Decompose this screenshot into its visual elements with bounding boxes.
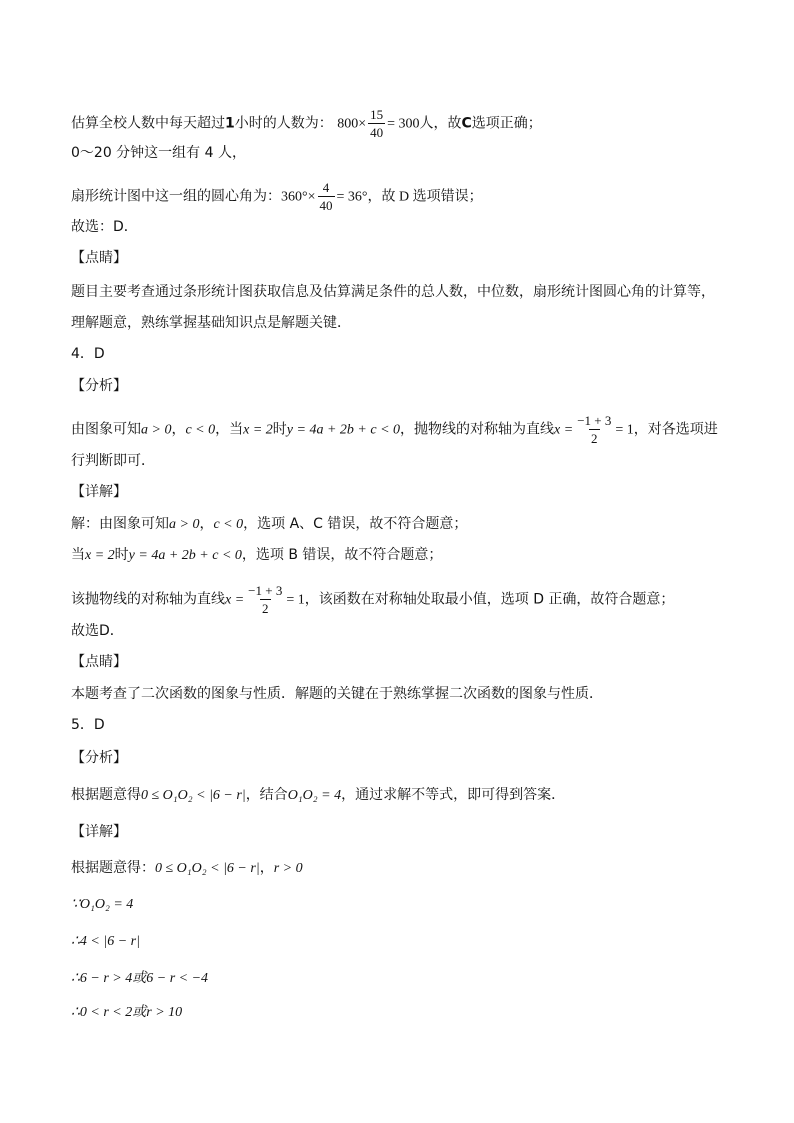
solution-line: 扇形统计图中这一组的圆心角为：360°× $\frac{4}{40}$ = 36°，故 D 选项错误； — [71, 180, 483, 213]
section-heading: 【分析】 — [71, 378, 127, 394]
fraction: $\frac{15}{40}$ — [370, 107, 384, 140]
solution-line: 题目主要考查通过条形统计图获取信息及估算满足条件的总人数，中位数，扇形统计图圆心角的计算等， — [71, 284, 715, 300]
solution-line: 故选D． — [71, 623, 124, 639]
fraction: $\frac{-1 + 3}{2}$ — [248, 583, 283, 616]
solution-line: 行判断即可． — [71, 453, 155, 469]
section-heading: 【分析】 — [71, 750, 127, 766]
solution-line: 当x = 2时y = 4a + 2b + c < 0，选项 B 错误，故不符合题意； — [71, 547, 443, 563]
solution-line: 该抛物线的对称轴为直线x = $\frac{-1 + 3}{2}$ = 1，该函数在对称轴处取最小值，选项 D 正确，故符合题意； — [71, 583, 675, 616]
solution-line: 根据题意得：0 ≤ O₁O₂ < |6 − r|，r > 0 — [71, 860, 303, 876]
solution-line: 0～20 分钟这一组有 4 人， — [71, 145, 246, 161]
solution-line: 理解题意，熟练掌握基础知识点是解题关键． — [71, 315, 351, 331]
section-heading: 【详解】 — [71, 824, 127, 840]
solution-line: 解：由图象可知a > 0，c < 0，选项 A、C 错误，故不符合题意； — [71, 516, 468, 532]
math-step: ∴6 − r > 4或6 − r < −4 — [71, 971, 209, 986]
section-heading: 【点睛】 — [71, 654, 127, 670]
question-answer: 4．D — [71, 346, 105, 362]
section-heading: 【详解】 — [71, 484, 127, 500]
fraction: $\frac{4}{40}$ — [319, 180, 333, 213]
solution-line: 故选：D． — [71, 219, 138, 235]
math-step: ∴0 < r < 2或r > 10 — [71, 1005, 183, 1020]
math-step: ∴4 < |6 − r| — [71, 934, 140, 949]
question-answer: 5．D — [71, 717, 105, 733]
math-step: ∵O₁O₂ = 4 — [71, 897, 134, 912]
fraction: $\frac{-1 + 3}{2}$ — [577, 413, 612, 446]
solution-line: 估算全校人数中每天超过1小时的人数为： 800× $\frac{15}{40}$ = 300人，故C选项正确； — [71, 107, 542, 140]
section-heading: 【点睛】 — [71, 250, 127, 266]
solution-line: 本题考查了二次函数的图象与性质．解题的关键在于熟练掌握二次函数的图象与性质． — [71, 686, 603, 702]
solution-line: 根据题意得0 ≤ O₁O₂ < |6 − r|，结合O₁O₂ = 4，通过求解不等式，即可得到答案． — [71, 787, 566, 803]
solution-line: 由图象可知a > 0，c < 0，当x = 2时y = 4a + 2b + c < 0，抛物线的对称轴为直线x = $\frac{-1 + 3}{2}$ = 1，对各选项进 — [71, 413, 718, 446]
